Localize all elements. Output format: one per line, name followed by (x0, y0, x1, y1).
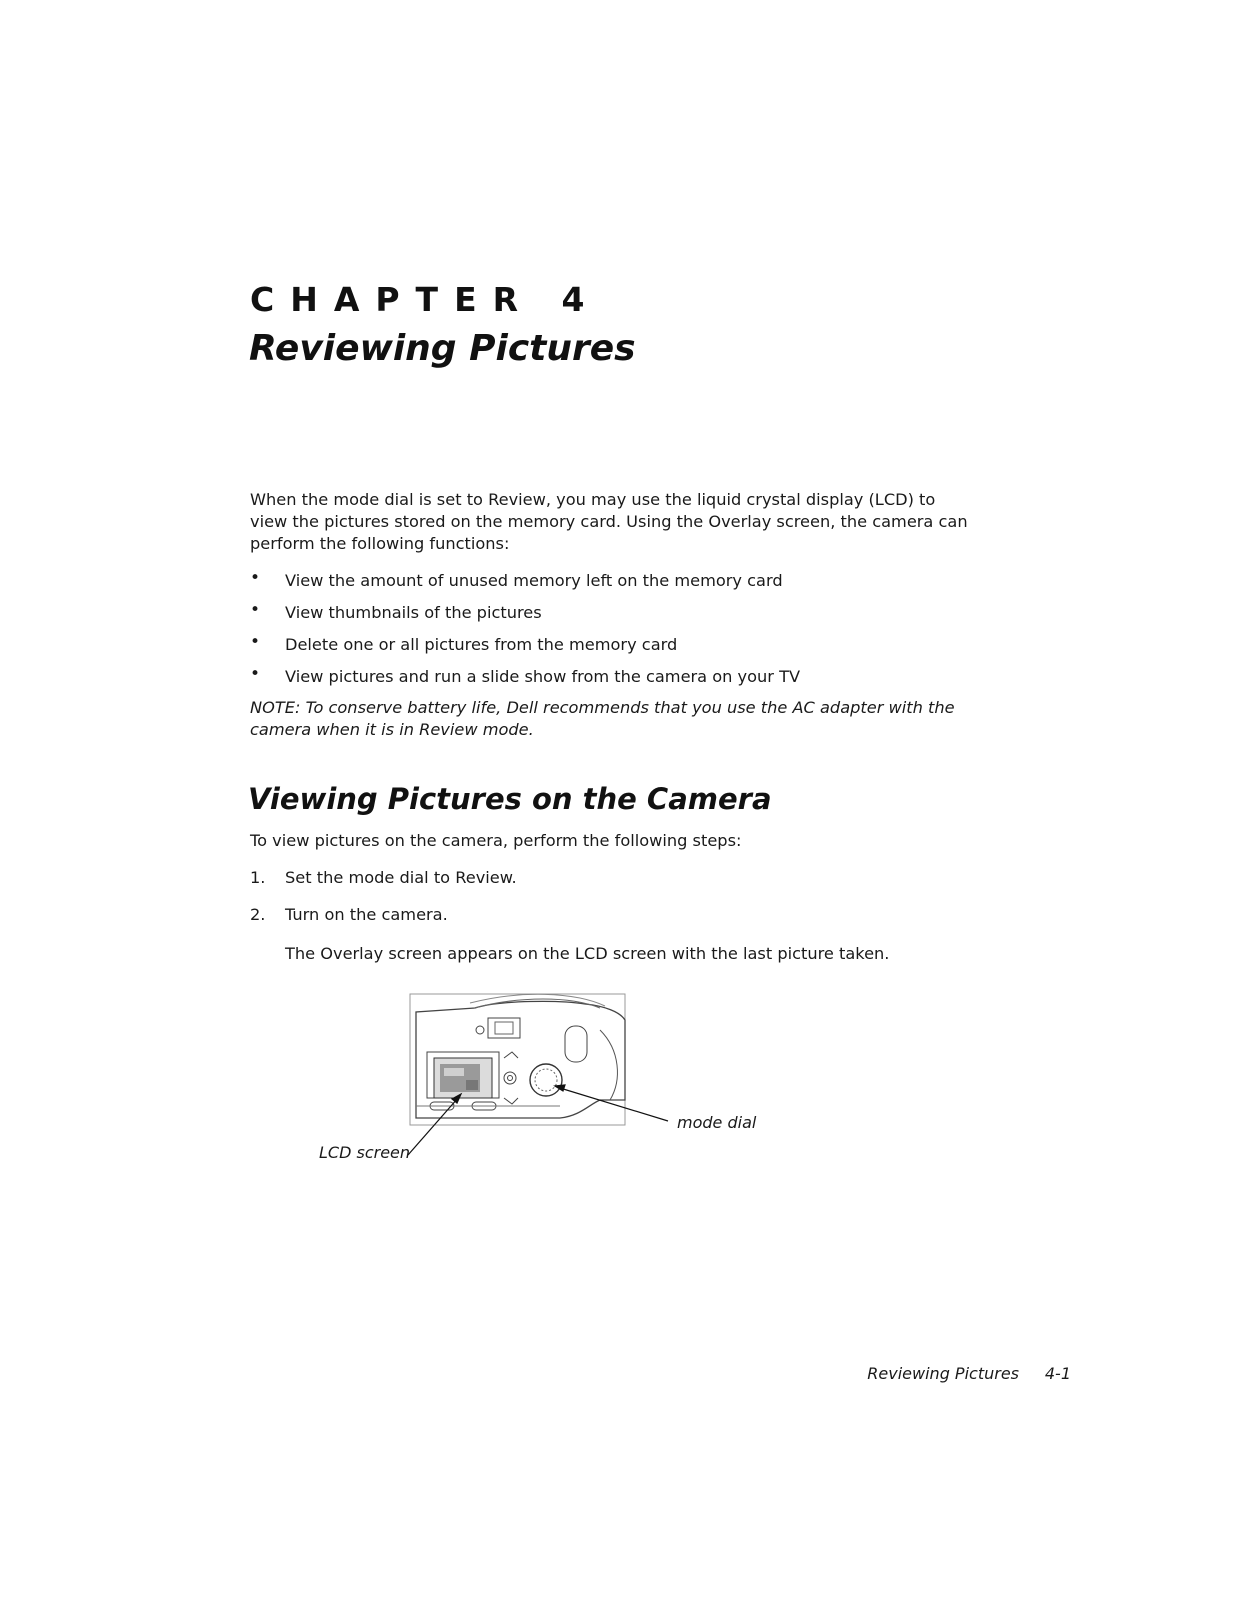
list-item-text: View thumbnails of the pictures (285, 603, 542, 622)
note: NOTE: To conserve battery life, Dell recommends that you use the AC adapter with the camera when it is in Review mode. (250, 698, 955, 739)
step-text: Turn on the camera. (285, 905, 448, 924)
callout-mode-dial: mode dial (677, 1113, 757, 1132)
chapter-label: CHAPTER 4 (250, 280, 601, 319)
step-number: 1. (250, 868, 266, 887)
intro-paragraph: When the mode dial is set to Review, you may use the liquid crystal display (LCD) to view the pictures stored on the memory card. Using the Overlay screen, the camera can perform the following functions: (250, 490, 968, 553)
step-number: 2. (250, 905, 266, 924)
bullet-icon: • (250, 600, 261, 620)
list-item-text: View the amount of unused memory left on the memory card (285, 571, 783, 590)
steps-lead: To view pictures on the camera, perform the following steps: (250, 831, 742, 850)
callout-lcd-screen: LCD screen (319, 1143, 411, 1162)
list-item-text: View pictures and run a slide show from the camera on your TV (285, 667, 801, 686)
step-text: Set the mode dial to Review. (285, 868, 517, 887)
footer-page-number: 4-1 (1044, 1364, 1071, 1383)
list-item-text: Delete one or all pictures from the memory card (285, 635, 678, 654)
chapter-title: Reviewing Pictures (249, 328, 636, 369)
footer-title: Reviewing Pictures (867, 1364, 1019, 1383)
step-result: The Overlay screen appears on the LCD screen with the last picture taken. (285, 944, 890, 963)
section-heading: Viewing Pictures on the Camera (248, 782, 772, 816)
bullet-icon: • (250, 568, 261, 588)
bullet-icon: • (250, 664, 261, 684)
bullet-icon: • (250, 632, 261, 652)
